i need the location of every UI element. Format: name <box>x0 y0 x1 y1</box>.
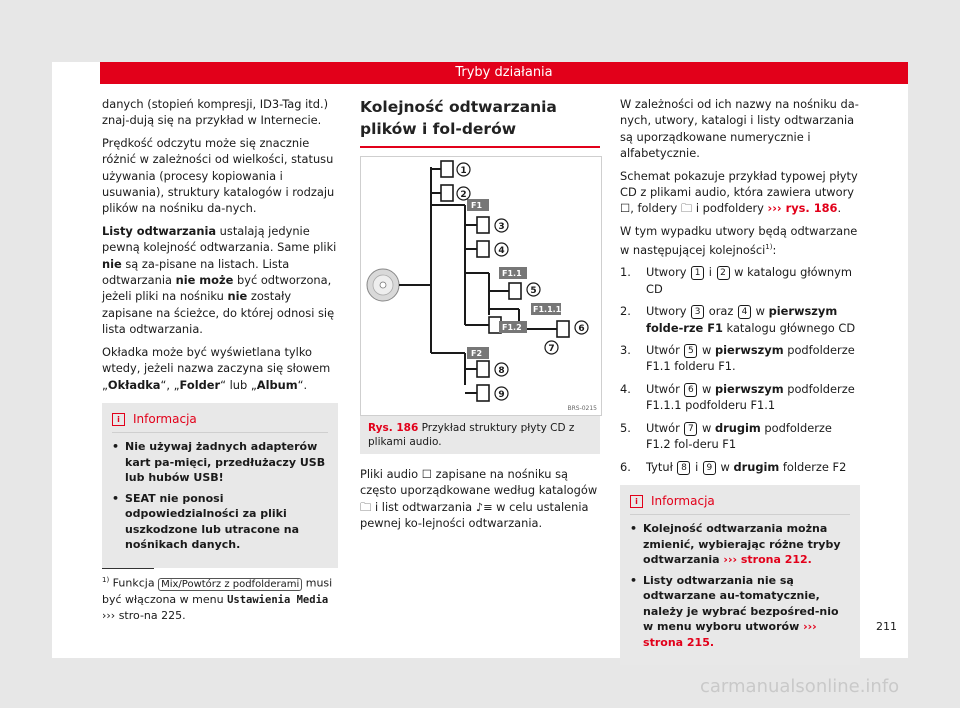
info-box <box>620 485 860 665</box>
column-3 <box>620 96 860 665</box>
page-link[interactable]: ››› strona 215. <box>643 620 817 649</box>
cd-disc-icon <box>367 269 399 301</box>
function-key-label: Mix/Powtórz z podfolderami <box>158 578 302 591</box>
list-item: 3. Utwór 5 w pierwszym podfolderze F1.1 folderu F1. <box>620 343 855 374</box>
svg-text:3: 3 <box>498 222 505 232</box>
info-bullet: • Listy odtwarzania nie są odtwarzane au-tomatycznie, należy je wybrać bezpośred-nio w menu wyboru utworów ››› strona 215. <box>630 573 839 649</box>
tree-diagram <box>361 157 601 415</box>
column-2 <box>360 96 600 538</box>
track-marker <box>495 243 508 256</box>
column-1 <box>102 96 338 568</box>
paragraph: W zależności od ich nazwy na nośniku da-nych, utwory, katalogi i listy odtwarzania są uporządkowane numerycznie i alfabetycznie. <box>620 97 859 161</box>
folder-label: F1 <box>471 201 483 210</box>
track-marker <box>457 187 470 200</box>
folder-label: F1.2 <box>502 323 522 332</box>
info-icon: i <box>630 495 643 508</box>
paragraph: Schemat pokazuje przykład typowej płyty CD z plikami audio, która zawiera utwory ☐, foldery 🗀 i podfoldery ››› rys. 186. <box>620 168 858 216</box>
folder-label: F1.1.1 <box>533 305 562 314</box>
list-item: 6. Tytuł 8 i 9 w drugim folderze F2 <box>620 459 847 474</box>
track-marker <box>457 163 470 176</box>
folder-label: F2 <box>471 349 483 358</box>
paragraph: danych (stopień kompresji, ID3-Tag itd.) znaj-dują się na przykład w Internecie. <box>102 97 329 128</box>
figure-link[interactable]: ››› rys. 186 <box>767 201 838 216</box>
figure-code: BRS-0215 <box>567 405 597 412</box>
track-marker <box>495 387 508 400</box>
svg-text:5: 5 <box>530 286 537 296</box>
page-link[interactable]: ››› strona 212. <box>723 553 812 567</box>
info-box <box>102 403 338 568</box>
section-header: Tryby działania <box>100 62 908 84</box>
track-marker <box>575 321 588 334</box>
footnote: $^{1)}$ Funkcja Mix/Powtórz z podfolderami musi być włączona w menu Ustawienia Media ››› stro-na 225. <box>102 568 338 623</box>
list-item: 4. Utwór 6 w pierwszym podfolderze F1.1.1 podfolderu F1.1 <box>620 381 855 413</box>
paragraph: Okładka może być wyświetlana tylko wtedy, jeżeli nazwa zaczyna się słowem „Okładka“, „Folder“ lub „Album“. <box>102 344 331 392</box>
info-bullet: • SEAT nie ponosi odpowiedzialności za pliki uszkodzone lub utracone na nośnikach danych. <box>112 491 300 552</box>
track-marker <box>495 363 508 376</box>
svg-text:1: 1 <box>460 166 467 176</box>
svg-text:6: 6 <box>578 324 585 334</box>
svg-text:9: 9 <box>498 390 505 400</box>
page-number: 211 <box>876 620 897 633</box>
track-marker <box>545 341 558 354</box>
paragraph: W tym wypadku utwory będą odtwarzane w następującej kolejności$^{1)}$: <box>620 223 858 258</box>
list-item: 2. Utwory 3 oraz 4 w pierwszym folde-rze F1 katalogu głównego CD <box>620 304 856 335</box>
svg-text:8: 8 <box>498 366 505 376</box>
info-header: i Informacja <box>630 493 850 515</box>
folder-label: F1.1 <box>502 269 522 278</box>
svg-text:7: 7 <box>548 344 555 354</box>
paragraph: Pliki audio ☐ zapisane na nośniku są często uporządkowane według katalogów 🗀 i list odtwarzania ♪≡ w celu ustalenia pewnej ko-lejności odtwarzania. <box>360 467 598 531</box>
list-item: 1. Utwory 1 i 2 w katalogu głównym CD <box>620 265 852 296</box>
svg-text:2: 2 <box>460 190 467 200</box>
paragraph: Listy odtwarzania ustalają jedynie pewną kolejność odtwarzania. Same pliki nie są za-pisane na listach. Lista odtwarzania nie może być odtworzona, jeżeli pliki na nośniku nie zostały zapisane na ścieżce, do której odnosi się lista odtwarzania. <box>102 223 337 337</box>
info-bullet: • Nie używaj żadnych adapterów kart pa-mięci, przedłużaczy USB lub hubów USB! <box>112 440 326 485</box>
section-heading: Kolejność odtwarzania plików i fol-derów <box>360 96 600 148</box>
cd-structure-figure <box>360 156 602 416</box>
playback-order-list <box>620 264 860 474</box>
info-header: i Informacja <box>112 411 328 433</box>
track-marker <box>527 283 540 296</box>
footnote-rule <box>102 568 154 569</box>
paragraph: Prędkość odczytu może się znacznie różnić w zależności od wielkości, statusu używania (procesy kopiowania i usuwania), struktury katalogów i rodzaju plików na nośniku da-nych. <box>102 135 335 216</box>
svg-text:4: 4 <box>498 246 505 256</box>
figure-caption: Rys. 186 Przykład struktury płyty CD z plikami audio. <box>360 416 600 454</box>
watermark: carmanualsonline.info <box>700 676 900 697</box>
track-marker <box>495 219 508 232</box>
list-item: 5. Utwór 7 w drugim podfolderze F1.2 fol-deru F1 <box>620 420 832 452</box>
info-bullet: • Kolejność odtwarzania można zmienić, wybierając różne tryby odtwarzania ››› strona 212. <box>630 522 841 567</box>
info-icon: i <box>112 413 125 426</box>
